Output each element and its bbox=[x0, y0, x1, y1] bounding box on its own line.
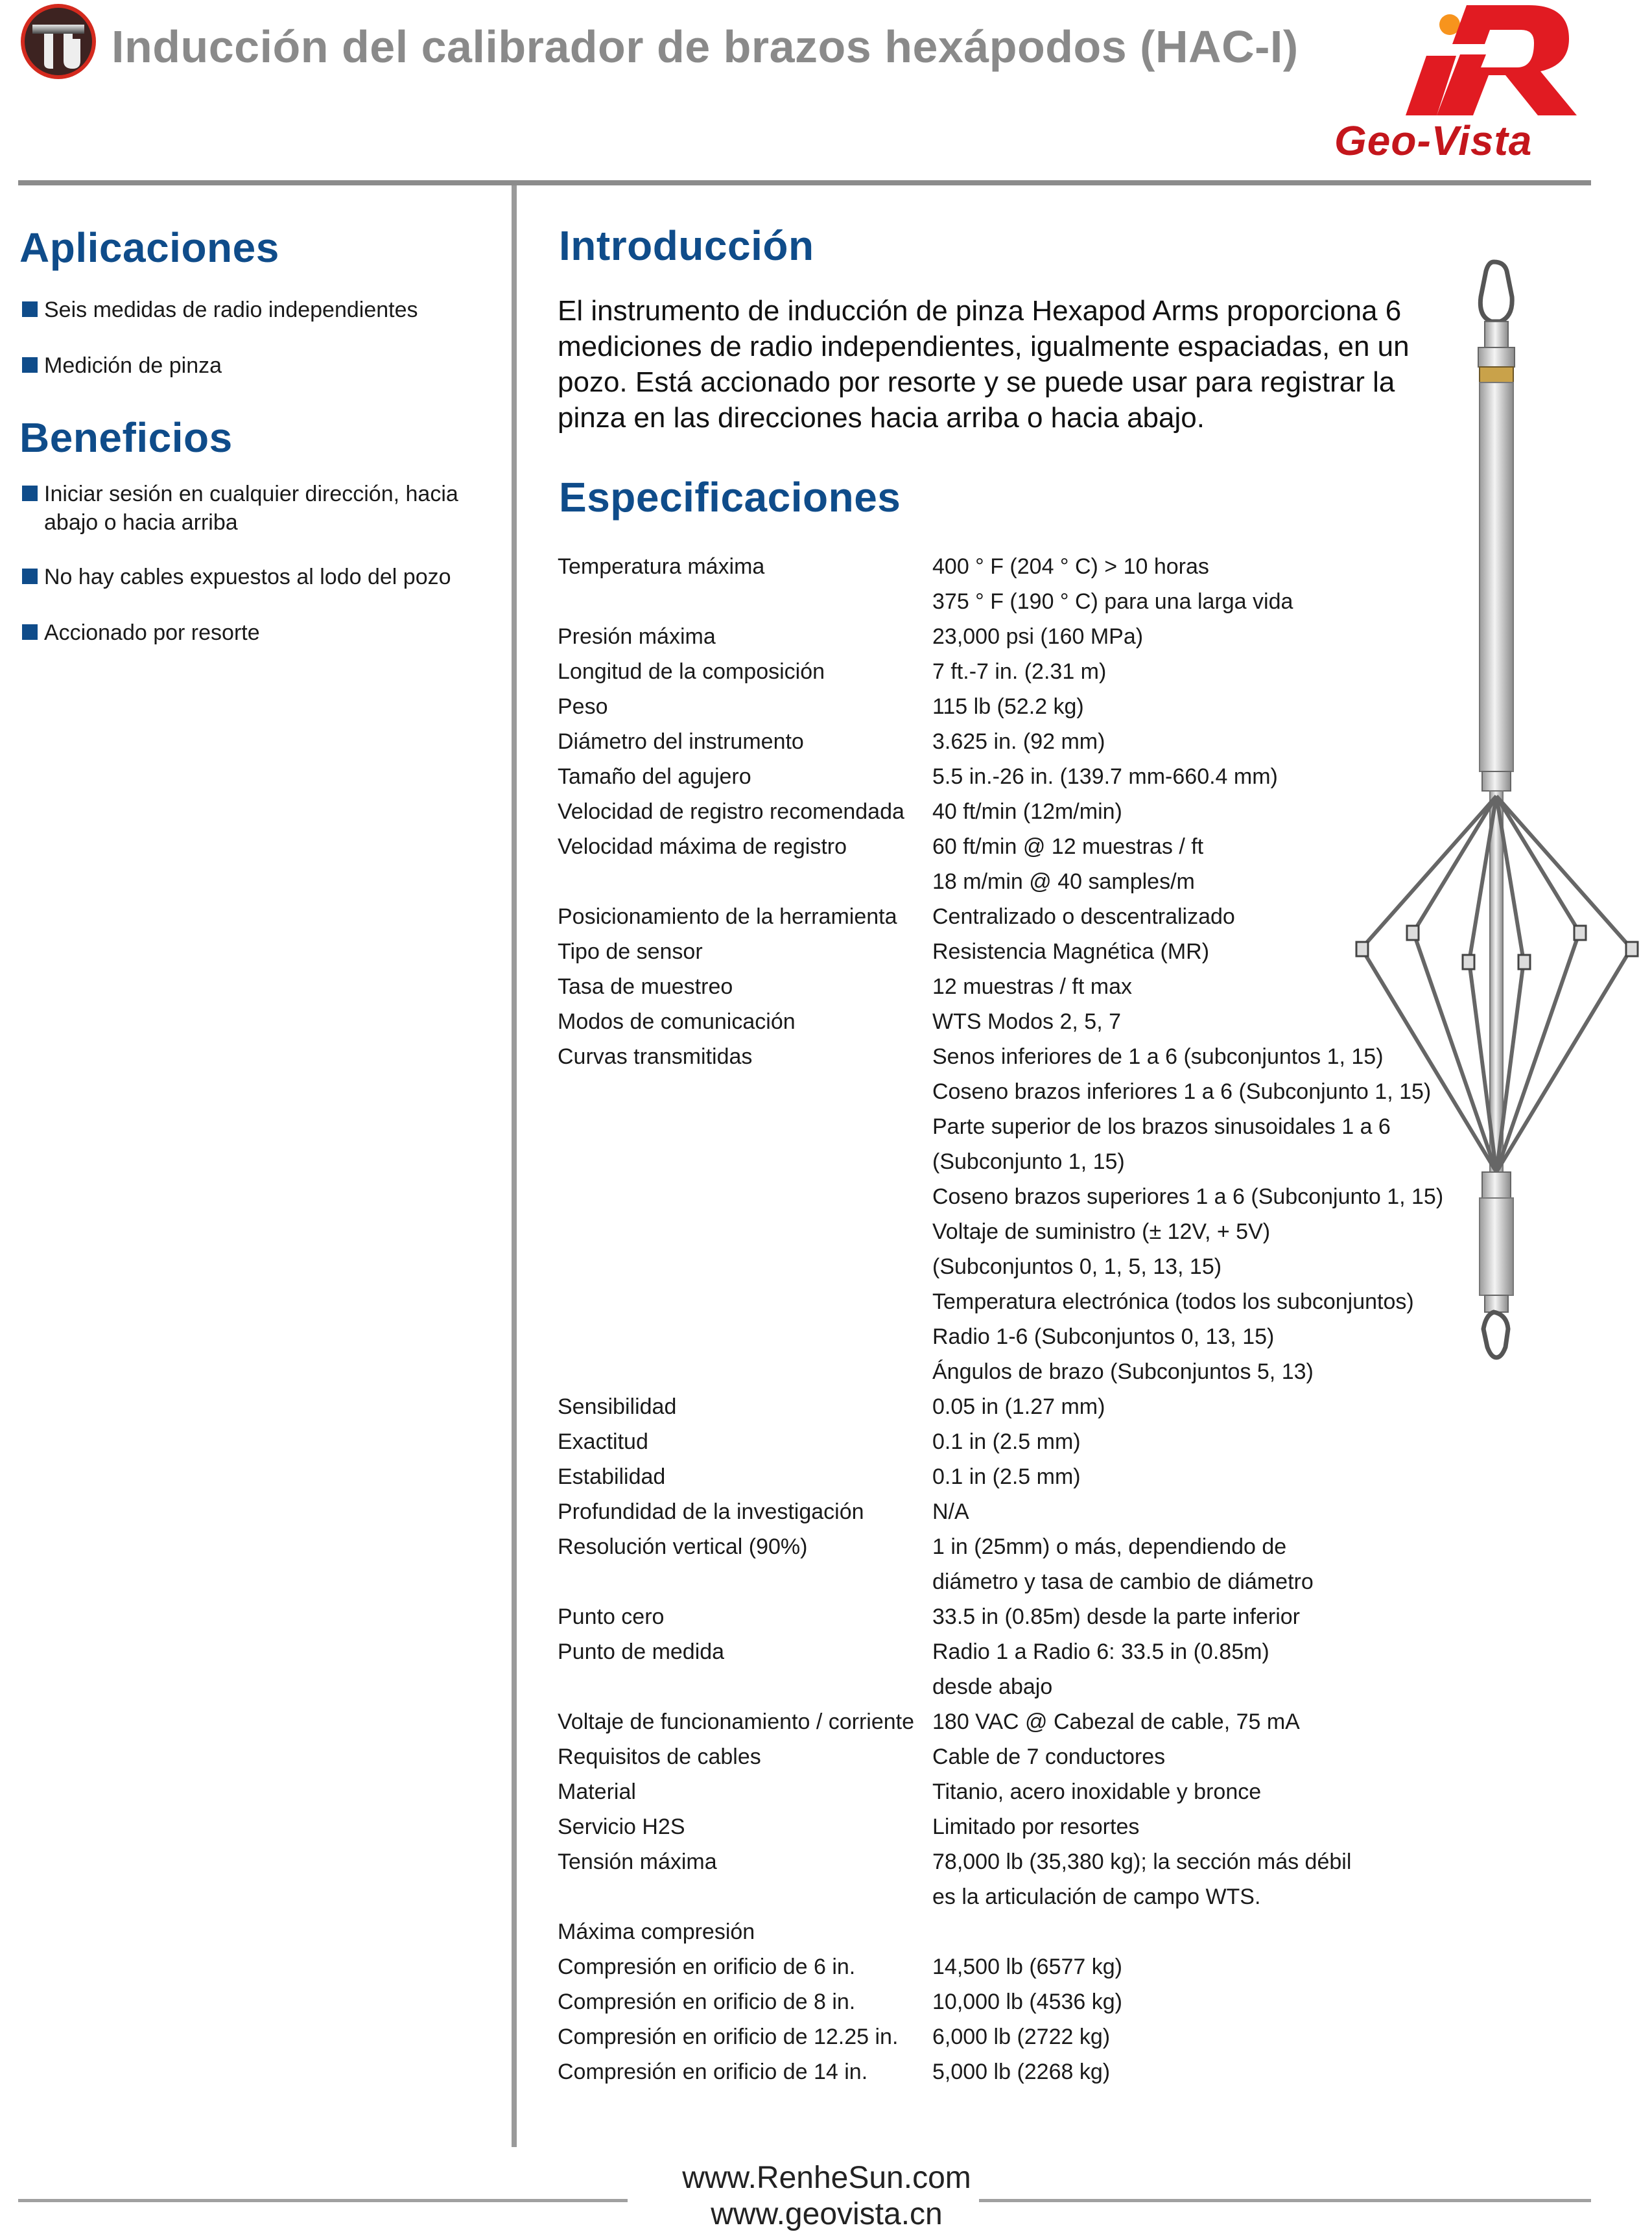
spec-value: Radio 1 a Radio 6: 33.5 in (0.85m) bbox=[932, 1639, 1269, 1664]
spec-label: Requisitos de cables bbox=[558, 1744, 761, 1769]
spec-value: Voltaje de suministro (± 12V, + 5V) bbox=[932, 1219, 1271, 1244]
spec-value: Temperatura electrónica (todos los subconjuntos) bbox=[932, 1289, 1414, 1314]
spec-value: 5.5 in.-26 in. (139.7 mm-660.4 mm) bbox=[932, 764, 1278, 789]
spec-label: Resolución vertical (90%) bbox=[558, 1534, 808, 1559]
spec-value: 375 ° F (190 ° C) para una larga vida bbox=[932, 589, 1293, 614]
spec-value: WTS Modos 2, 5, 7 bbox=[932, 1009, 1121, 1034]
introduction-text: El instrumento de inducción de pinza Hexapod Arms proporciona 6 mediciones de radio independientes, igualmente espaciadas, en un pozo. Está accionado por resorte y se puede usar para registrar la pinza en las direcciones hacia arriba o hacia abajo. bbox=[558, 295, 1410, 434]
spec-label: Compresión en orificio de 12.25 in. bbox=[558, 2025, 899, 2049]
footer-divider-right bbox=[979, 2199, 1591, 2202]
application-item: Seis medidas de radio independientes bbox=[22, 296, 489, 324]
spec-value: 115 lb (52.2 kg) bbox=[932, 694, 1084, 719]
applications-heading: Aplicaciones bbox=[19, 224, 279, 271]
spec-value: Coseno brazos inferiores 1 a 6 (Subconjunto 1, 15) bbox=[932, 1079, 1432, 1104]
spec-label: Compresión en orificio de 8 in. bbox=[558, 1990, 856, 2014]
spec-value: 40 ft/min (12m/min) bbox=[932, 799, 1122, 824]
spec-value: 10,000 lb (4536 kg) bbox=[932, 1990, 1122, 2014]
specifications-heading: Especificaciones bbox=[559, 474, 901, 521]
spec-label: Material bbox=[558, 1780, 636, 1804]
spec-value: 0.05 in (1.27 mm) bbox=[932, 1394, 1105, 1419]
spec-value: 0.1 in (2.5 mm) bbox=[932, 1464, 1081, 1489]
spec-label: Compresión en orificio de 14 in. bbox=[558, 2060, 868, 2084]
bullet-square-icon bbox=[22, 357, 38, 373]
spec-label: Tensión máxima bbox=[558, 1850, 717, 1874]
spec-label: Servicio H2S bbox=[558, 1815, 685, 1839]
application-item: Medición de pinza bbox=[22, 351, 489, 380]
spec-label: Presión máxima bbox=[558, 624, 716, 649]
spec-value: Ángulos de brazo (Subconjuntos 5, 13) bbox=[932, 1359, 1314, 1384]
spec-label: Diámetro del instrumento bbox=[558, 729, 804, 754]
footer-url-renhesun[interactable]: www.RenheSun.com bbox=[682, 2161, 971, 2195]
brand-name: Geo-Vista bbox=[1334, 117, 1533, 164]
footer-divider-left bbox=[18, 2199, 628, 2202]
spec-label: Compresión en orificio de 6 in. bbox=[558, 1955, 856, 1979]
spec-value: Centralizado o descentralizado bbox=[932, 904, 1235, 929]
benefit-item: No hay cables expuestos al lodo del pozo bbox=[22, 563, 489, 591]
spec-value: 0.1 in (2.5 mm) bbox=[932, 1429, 1081, 1454]
spec-value: 60 ft/min @ 12 muestras / ft bbox=[932, 834, 1204, 859]
spec-label: Posicionamiento de la herramienta bbox=[558, 904, 897, 929]
page-title: Inducción del calibrador de brazos hexápodos (HAC-I) bbox=[112, 21, 1299, 72]
spec-value: 5,000 lb (2268 kg) bbox=[932, 2060, 1111, 2084]
spec-value: diámetro y tasa de cambio de diámetro bbox=[932, 1569, 1314, 1594]
spec-value: 12 muestras / ft max bbox=[932, 974, 1132, 999]
spec-label: Sensibilidad bbox=[558, 1394, 677, 1419]
company-logo-icon bbox=[18, 1, 99, 82]
spec-label: Estabilidad bbox=[558, 1464, 666, 1489]
spec-label: Punto cero bbox=[558, 1604, 665, 1629]
spec-value: Titanio, acero inoxidable y bronce bbox=[932, 1780, 1262, 1804]
spec-label: Máxima compresión bbox=[558, 1920, 755, 1944]
spec-value: Resistencia Magnética (MR) bbox=[932, 939, 1210, 964]
spec-label: Tasa de muestreo bbox=[558, 974, 733, 999]
bullet-square-icon bbox=[22, 624, 38, 640]
spec-value: 180 VAC @ Cabezal de cable, 75 mA bbox=[932, 1709, 1300, 1734]
spec-value: es la articulación de campo WTS. bbox=[932, 1885, 1261, 1909]
spec-label: Tamaño del agujero bbox=[558, 764, 751, 789]
spec-value: Radio 1-6 (Subconjuntos 0, 13, 15) bbox=[932, 1324, 1275, 1349]
spec-value: Coseno brazos superiores 1 a 6 (Subconjunto 1, 15) bbox=[932, 1184, 1444, 1209]
spec-value: desde abajo bbox=[932, 1674, 1053, 1699]
spec-value: (Subconjuntos 0, 1, 5, 13, 15) bbox=[932, 1254, 1222, 1279]
spec-value: Senos inferiores de 1 a 6 (subconjuntos 1, 15) bbox=[932, 1044, 1384, 1069]
column-divider bbox=[512, 185, 517, 2147]
spec-value: 1 in (25mm) o más, dependiendo de bbox=[932, 1534, 1287, 1559]
spec-value: Parte superior de los brazos sinusoidales 1 a 6 bbox=[932, 1114, 1391, 1139]
spec-value: (Subconjunto 1, 15) bbox=[932, 1149, 1125, 1174]
benefits-heading: Beneficios bbox=[19, 414, 233, 461]
benefit-item: Iniciar sesión en cualquier dirección, hacia abajo o hacia arriba bbox=[22, 480, 489, 537]
spec-label: Velocidad máxima de registro bbox=[558, 834, 847, 859]
spec-value: 18 m/min @ 40 samples/m bbox=[932, 869, 1195, 894]
introduction-heading: Introducción bbox=[559, 222, 814, 269]
spec-label: Modos de comunicación bbox=[558, 1009, 796, 1034]
bullet-square-icon bbox=[22, 301, 38, 317]
spec-value: 400 ° F (204 ° C) > 10 horas bbox=[932, 554, 1209, 579]
spec-label: Profundidad de la investigación bbox=[558, 1499, 864, 1524]
spec-label: Velocidad de registro recomendada bbox=[558, 799, 904, 824]
spec-value: Cable de 7 conductores bbox=[932, 1744, 1166, 1769]
benefit-item: Accionado por resorte bbox=[22, 618, 489, 647]
spec-label: Tipo de sensor bbox=[558, 939, 703, 964]
spec-label: Exactitud bbox=[558, 1429, 648, 1454]
spec-label: Temperatura máxima bbox=[558, 554, 765, 579]
spec-value: 7 ft.-7 in. (2.31 m) bbox=[932, 659, 1107, 684]
bullet-square-icon bbox=[22, 486, 38, 501]
caliper-tool-illustration bbox=[1342, 258, 1640, 1360]
footer-url-geovista[interactable]: www.geovista.cn bbox=[711, 2197, 943, 2231]
spec-value: N/A bbox=[932, 1499, 969, 1524]
spec-value: 23,000 psi (160 MPa) bbox=[932, 624, 1144, 649]
bullet-square-icon bbox=[22, 569, 38, 584]
spec-value: 33.5 in (0.85m) desde la parte inferior bbox=[932, 1604, 1300, 1629]
spec-value: 3.625 in. (92 mm) bbox=[932, 729, 1105, 754]
spec-value: Limitado por resortes bbox=[932, 1815, 1140, 1839]
header-divider bbox=[18, 180, 1591, 185]
spec-label: Longitud de la composición bbox=[558, 659, 825, 684]
spec-label: Voltaje de funcionamiento / corriente bbox=[558, 1709, 915, 1734]
spec-label: Punto de medida bbox=[558, 1639, 725, 1664]
spec-label: Peso bbox=[558, 694, 608, 719]
spec-value: 78,000 lb (35,380 kg); la sección más débil bbox=[932, 1850, 1352, 1874]
spec-value: 6,000 lb (2722 kg) bbox=[932, 2025, 1111, 2049]
spec-value: 14,500 lb (6577 kg) bbox=[932, 1955, 1122, 1979]
spec-label: Curvas transmitidas bbox=[558, 1044, 753, 1069]
